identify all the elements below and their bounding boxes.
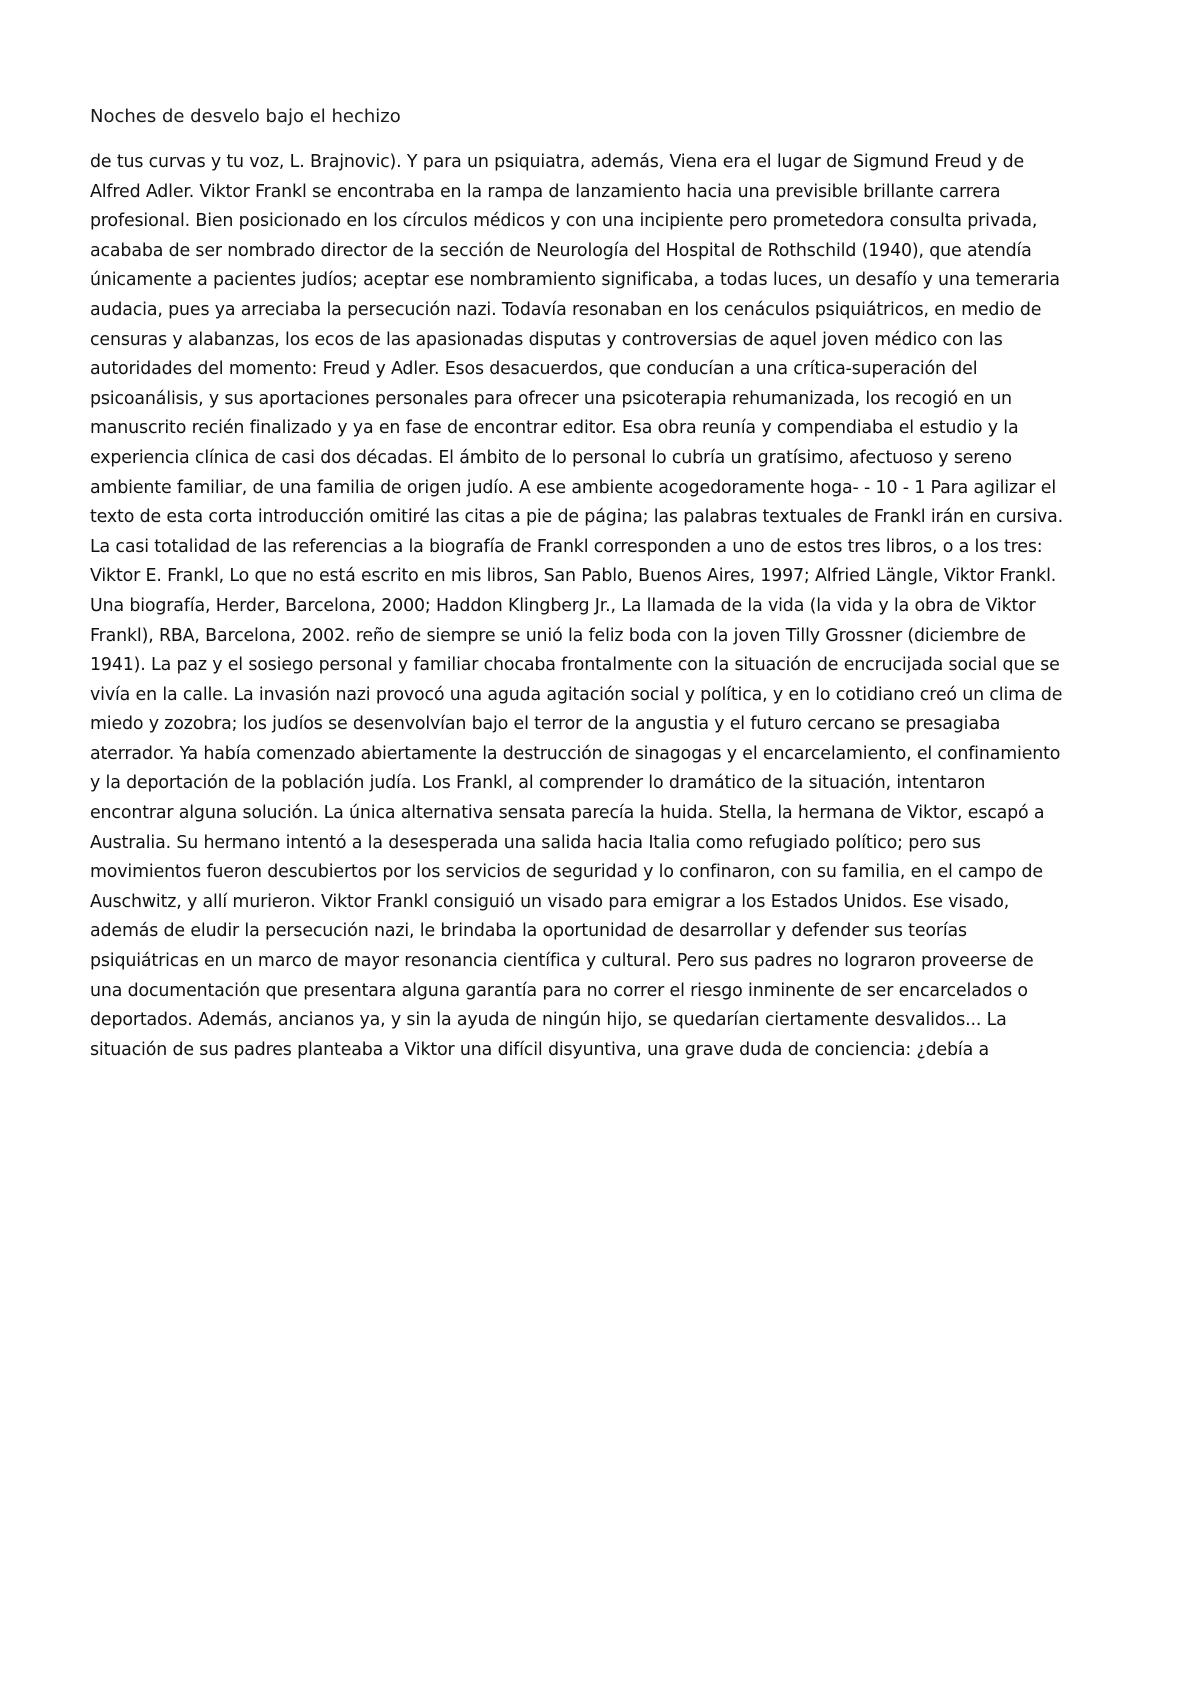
document-heading: Noches de desvelo bajo el hechizo — [90, 106, 401, 127]
text-line: Australia. Su hermano intentó a la desesperada una salida hacia Italia como refugiado político; pero sus — [90, 832, 981, 853]
text-line: Frankl), RBA, Barcelona, 2002. reño de siempre se unió la feliz boda con la joven Tilly Grossner (diciembre de — [90, 625, 1026, 646]
text-line: y la deportación de la población judía. Los Frankl, al comprender lo dramático de la situación, intentaron — [90, 773, 986, 794]
text-line: experiencia clínica de casi dos décadas. El ámbito de lo personal lo cubría un gratísimo, afectuoso y sereno — [90, 447, 1012, 468]
text-line: Alfred Adler. Viktor Frankl se encontraba en la rampa de lanzamiento hacia una previsible brillante carrera — [90, 181, 1001, 202]
text-line: 1941). La paz y el sosiego personal y familiar chocaba frontalmente con la situación de encrucijada social que se — [90, 655, 1060, 676]
text-line: situación de sus padres planteaba a Viktor una difícil disyuntiva, una grave duda de conciencia: ¿debía a — [90, 1039, 989, 1060]
text-line: ambiente familiar, de una familia de origen judío. A ese ambiente acogedoramente hoga- - 10 - 1 Para agilizar el — [90, 477, 1057, 498]
text-line: autoridades del momento: Freud y Adler. Esos desacuerdos, que conducían a una crítica-superación del — [90, 359, 978, 380]
text-line: encontrar alguna solución. La única alternativa sensata parecía la huida. Stella, la hermana de Viktor, escapó a — [90, 803, 1045, 824]
text-line: psicoanálisis, y sus aportaciones personales para ofrecer una psicoterapia rehumanizada, los recogió en un — [90, 388, 1012, 409]
text-line: únicamente a pacientes judíos; aceptar ese nombramiento significaba, a todas luces, un desafío y una temeraria — [90, 270, 1060, 291]
text-line: La casi totalidad de las referencias a la biografía de Frankl corresponden a uno de estos tres libros, o a los tres: — [90, 536, 1043, 557]
text-line: Una biografía, Herder, Barcelona, 2000; Haddon Klingberg Jr., La llamada de la vida (la vida y la obra de Viktor — [90, 595, 1036, 616]
text-line: además de eludir la persecución nazi, le brindaba la oportunidad de desarrollar y defender sus teorías — [90, 921, 967, 942]
text-line: audacia, pues ya arreciaba la persecución nazi. Todavía resonaban en los cenáculos psiquiátricos, en medio de — [90, 299, 1042, 320]
text-line: deportados. Además, ancianos ya, y sin la ayuda de ningún hijo, se quedarían ciertamente desvalidos... La — [90, 1010, 1007, 1031]
text-line: psiquiátricas en un marco de mayor resonancia científica y cultural. Pero sus padres no lograron proveerse de — [90, 951, 1034, 972]
text-line: acababa de ser nombrado director de la sección de Neurología del Hospital de Rothschild (1940), que atendía — [90, 240, 1032, 261]
text-line: texto de esta corta introducción omitiré las citas a pie de página; las palabras textuales de Frankl irán en cursiva. — [90, 507, 1064, 528]
text-line: una documentación que presentara alguna garantía para no correr el riesgo inminente de ser encarcelados o — [90, 980, 1028, 1001]
text-line: manuscrito recién finalizado y ya en fase de encontrar editor. Esa obra reunía y compendiaba el estudio y la — [90, 418, 1019, 439]
text-line: censuras y alabanzas, los ecos de las apasionadas disputas y controversias de aquel joven médico con las — [90, 329, 1003, 350]
text-line: vivía en la calle. La invasión nazi provocó una aguda agitación social y política, y en lo cotidiano creó un clima de — [90, 684, 1063, 705]
text-line: Viktor E. Frankl, Lo que no está escrito en mis libros, San Pablo, Buenos Aires, 1997; Alfried Längle, Viktor Frankl. — [90, 566, 1057, 587]
body-paragraph — [90, 148, 1100, 1065]
text-line: profesional. Bien posicionado en los círculos médicos y con una incipiente pero prometedora consulta privada, — [90, 211, 1038, 232]
text-line: aterrador. Ya había comenzado abiertamente la destrucción de sinagogas y el encarcelamiento, el confinamiento — [90, 743, 1061, 764]
text-line: Auschwitz, y allí murieron. Viktor Frankl consiguió un visado para emigrar a los Estados Unidos. Ese visado, — [90, 891, 1010, 912]
text-line: de tus curvas y tu voz, L. Brajnovic). Y para un psiquiatra, además, Viena era el lugar de Sigmund Freud y de — [90, 152, 1025, 172]
text-line: miedo y zozobra; los judíos se desenvolvían bajo el terror de la angustia y el futuro cercano se presagiaba — [90, 714, 1001, 735]
text-line: movimientos fueron descubiertos por los servicios de seguridad y lo confinaron, con su familia, en el campo de — [90, 862, 1043, 883]
